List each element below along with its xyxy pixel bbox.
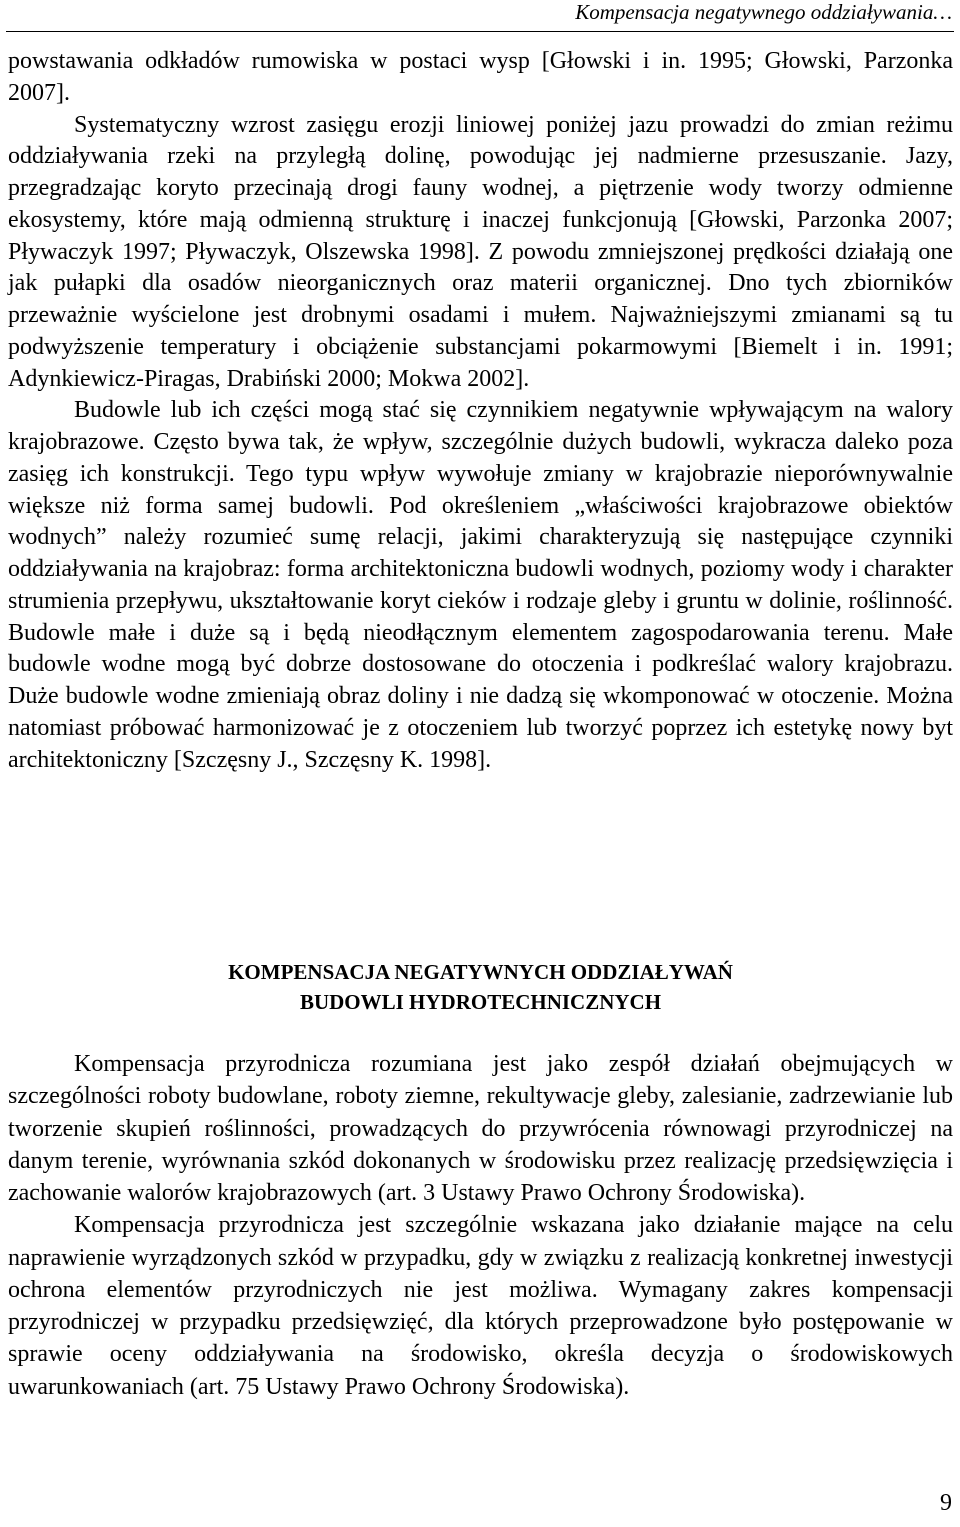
page-number: 9 xyxy=(940,1490,952,1516)
paragraph: Budowle lub ich części mogą stać się czynnikiem negatywnie wpływającym na walory krajobrazowe. Często bywa tak, że wpływ, szczególnie dużych budowli, wykracza daleko poza zasięg ich konstrukcji. Tego typu wpływ wywołuje zmiany w krajobrazie nieporównywalnie większe niż forma samej budowli. Pod określeniem „właściwości krajobrazowe obiektów wodnych” należy rozumieć sumę relacji, jakimi charakteryzują się następujące czynniki oddziaływania na krajobraz: forma architektoniczna budowli wodnych, poziomy wody i charakter strumienia przepływu, ukształtowanie koryt cieków i rodzaje gleby i gruntu w dolinie, roślinność. Budowle małe i duże są i będą nieodłącznym elementem zagospodarowania terenu. Małe budowle wodne mogą być dobrze dostosowane do otoczenia i podkreślać walory krajobrazu. Duże budowle wodne zmieniają obraz doliny i nie dadzą się wkomponować w otoczenie. Można natomiast próbować harmonizować je z otoczeniem lub tworzyć poprzez ich estetykę nowy byt architektoniczny [Szczęsny J., Szczęsny K. 1998]. xyxy=(8,397,953,773)
section-heading xyxy=(8,957,953,1017)
paragraph: Kompensacja przyrodnicza rozumiana jest jako zespół działań obejmujących w szczególności roboty budowlane, roboty ziemne, rekultywacje gleby, zalesianie, zadrzewianie lub tworzenie skupień roślinności, prowadzących do przywrócenia równowagi przyrodniczej na danym terenie, wyrównania szkód dokonanych w środowisku przez realizację przedsięwzięcia i zachowanie walorów krajobrazowych (art. 3 Ustawy Prawo Ochrony Środowiska). xyxy=(8,1051,953,1206)
body-text-section-2 xyxy=(8,1048,953,1403)
section-heading-line-2: BUDOWLI HYDROTECHNICZNYCH xyxy=(299,990,662,1014)
paragraph: Kompensacja przyrodnicza jest szczególnie wskazana jako działanie mające na celu naprawienie wyrządzonych szkód w przypadku, gdy w związku z realizacją konkretnej inwestycji ochrona elementów przyrodniczych nie jest możliwa. Wymagany zakres kompensacji przyrodniczej w przypadku przedsięwzięć, dla których przeprowadzone było postępowanie w sprawie oceny oddziaływania na środowisko, określa decyzja o środowiskowych uwarunkowaniach (art. 75 Ustawy Prawo Ochrony Środowiska). xyxy=(8,1212,953,1400)
section-heading-line-1: KOMPENSACJA NEGATYWNYCH ODDZIAŁYWAŃ xyxy=(228,960,733,984)
paragraph: Systematyczny wzrost zasięgu erozji liniowej poniżej jazu prowadzi do zmian reżimu oddziaływania rzeki na przyległą dolinę, powodując jej nadmierne przesuszanie. Jazy, przegradzając koryto przecinają drogi fauny wodnej, a piętrzenie wody tworzy odmienne ekosystemy, które mają odmienną strukturę i inaczej funkcjonują [Głowski, Parzonka 2007; Pływaczyk 1997; Pływaczyk, Olszewska 1998]. Z powodu zmniejszonej prędkości działają one jak pułapki dla osadów nieorganicznych oraz materii organicznej. Dno tych zbiorników przeważnie wyścielone jest drobnymi osadami i mułem. Najważniejszymi zmianami są tu podwyższenie temperatury i obciążenie substancjami pokarmowymi [Biemelt i in. 1991; Adynkiewicz-Piragas, Drabiński 2000; Mokwa 2002]. xyxy=(8,111,953,392)
body-text-section-1 xyxy=(8,46,953,776)
running-header: Kompensacja negatywnego oddziaływania… xyxy=(575,0,952,24)
paragraph: powstawania odkładów rumowiska w postaci wysp [Głowski i in. 1995; Głowski, Parzonka 2007]. xyxy=(8,48,953,106)
header-rule xyxy=(6,31,954,32)
